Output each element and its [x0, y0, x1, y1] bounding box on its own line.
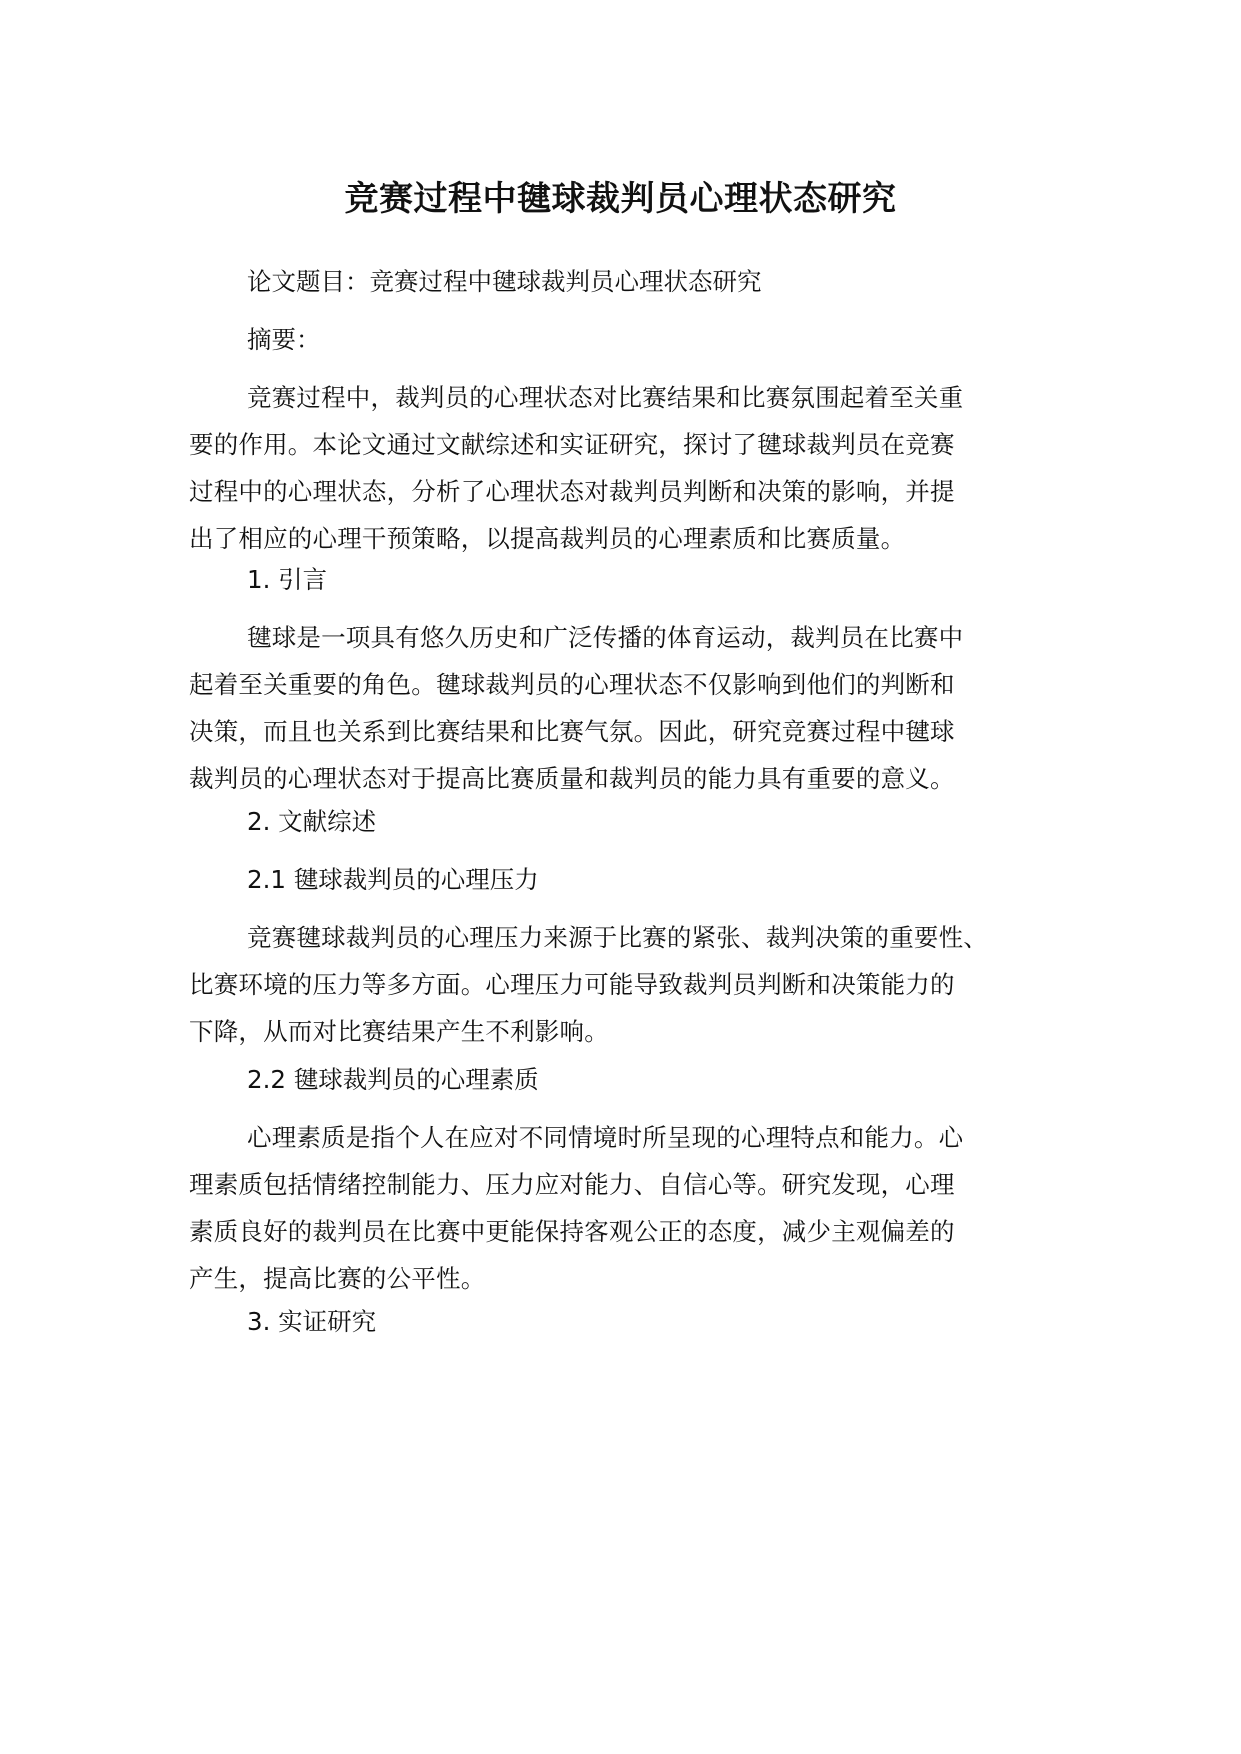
subsection-heading-psychological-quality: 2.2 毽球裁判员的心理素质 [247, 1065, 539, 1094]
psychological-quality-line: 理素质包括情绪控制能力、压力应对能力、自信心等。研究发现，心理 [189, 1170, 955, 1199]
abstract-line: 要的作用。本论文通过文献综述和实证研究，探讨了毽球裁判员在竞赛 [189, 430, 955, 459]
introduction-paragraph [189, 614, 1069, 802]
psychological-quality-paragraph [189, 1114, 1069, 1302]
abstract-label: 摘要： [247, 325, 321, 354]
psychological-pressure-line: 竞赛毽球裁判员的心理压力来源于比赛的紧张、裁判决策的重要性、 [247, 923, 988, 952]
abstract-line: 过程中的心理状态，分析了心理状态对裁判员判断和决策的影响，并提 [189, 477, 955, 506]
psychological-quality-line: 素质良好的裁判员在比赛中更能保持客观公正的态度，减少主观偏差的 [189, 1217, 955, 1246]
abstract-line: 竞赛过程中，裁判员的心理状态对比赛结果和比赛氛围起着至关重 [247, 383, 964, 412]
subsection-heading-psychological-pressure: 2.1 毽球裁判员的心理压力 [247, 865, 539, 894]
introduction-line: 起着至关重要的角色。毽球裁判员的心理状态不仅影响到他们的判断和 [189, 670, 955, 699]
section-heading-introduction: 1. 引言 [247, 565, 328, 594]
document-title: 竞赛过程中毽球裁判员心理状态研究 [344, 179, 897, 219]
psychological-pressure-paragraph [189, 914, 1069, 1055]
section-heading-empirical-study: 3. 实证研究 [247, 1307, 377, 1336]
psychological-quality-line: 心理素质是指个人在应对不同情境时所呈现的心理特点和能力。心 [247, 1123, 964, 1152]
introduction-line: 毽球是一项具有悠久历史和广泛传播的体育运动，裁判员在比赛中 [247, 623, 964, 652]
abstract-line: 出了相应的心理干预策略，以提高裁判员的心理素质和比赛质量。 [189, 524, 906, 553]
abstract-paragraph [189, 374, 1069, 562]
introduction-line: 决策，而且也关系到比赛结果和比赛气氛。因此，研究竞赛过程中毽球 [189, 717, 955, 746]
psychological-quality-line: 产生，提高比赛的公平性。 [189, 1264, 486, 1293]
introduction-line: 裁判员的心理状态对于提高比赛质量和裁判员的能力具有重要的意义。 [189, 764, 955, 793]
psychological-pressure-line: 比赛环境的压力等多方面。心理压力可能导致裁判员判断和决策能力的 [189, 970, 955, 999]
paper-title-line: 论文题目：竞赛过程中毽球裁判员心理状态研究 [247, 267, 762, 296]
psychological-pressure-line: 下降，从而对比赛结果产生不利影响。 [189, 1017, 609, 1046]
section-heading-literature-review: 2. 文献综述 [247, 807, 377, 836]
